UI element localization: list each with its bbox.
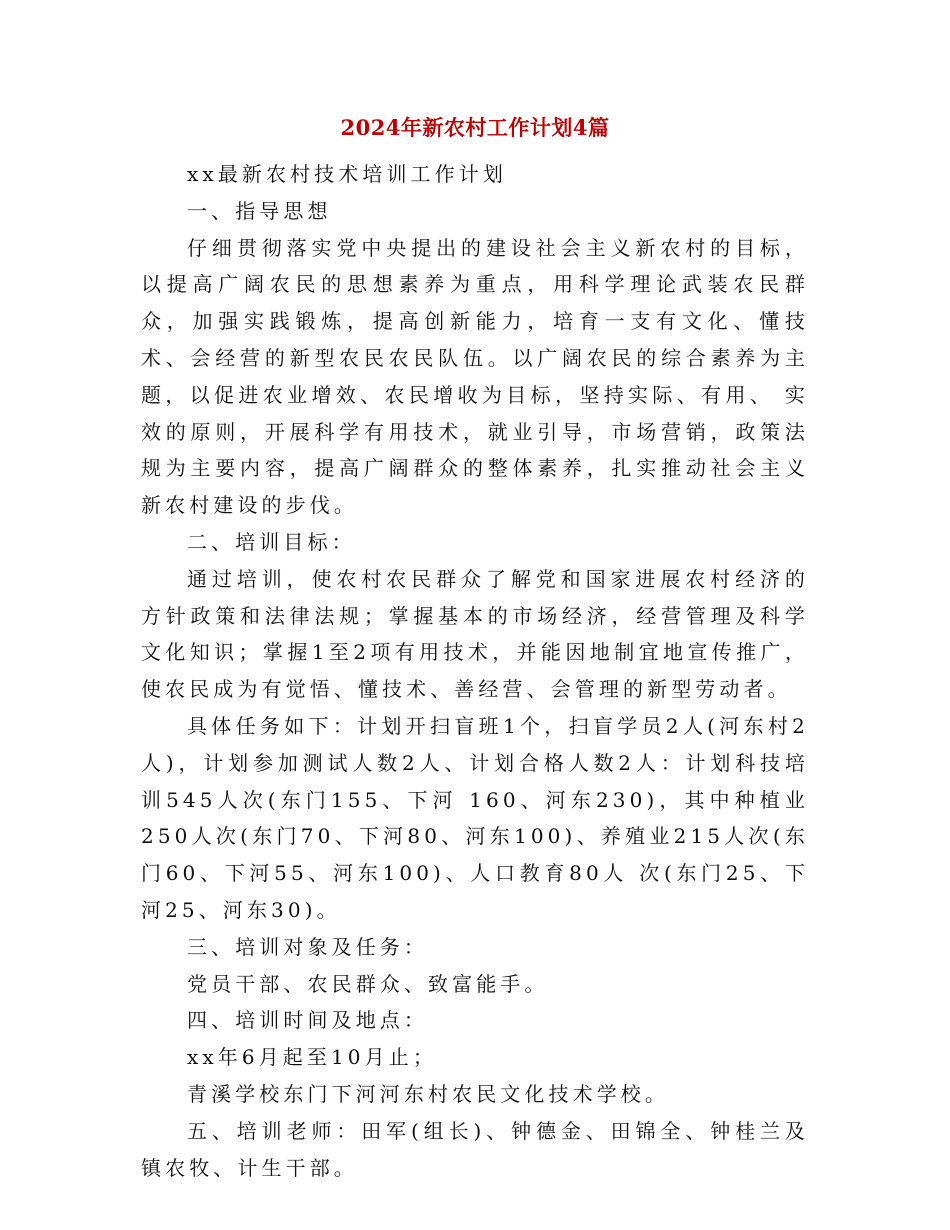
paragraph-place: 青溪学校东门下河河东村农民文化技术学校。 [187, 1081, 669, 1106]
document-body [141, 156, 809, 1186]
paragraph-heading-training-goals: 二、培训目标： [187, 529, 356, 554]
paragraph-heading-training-targets: 三、培训对象及任务： [187, 934, 428, 959]
paragraph-guiding-thought-body: 仔细贯彻落实党中央提出的建设社会主义新农村的目标，以提高广阔农民的思想素养为重点，用科学理论武装农民群众，加强实践锻炼，提高创新能力，培育一支有文化、懂技术、会经营的新型农民农民队伍。以广阔农民的综合素养为主题，以促进农业增效、农民增收为目标，坚持实际、有用、 实效的原则，开展科学有用技术，就业引导，市场营销，政策法规为主要内容，提高广阔群众的整体素养，扎实推动社会主义新农村建设的步伐。 [141, 235, 809, 518]
paragraph-heading-time-place: 四、培训时间及地点： [187, 1008, 428, 1033]
document-title: 2024年新农村工作计划4篇 [340, 115, 610, 140]
paragraph-teachers: 五、培训老师：田军(组长)、钟德金、田锦全、钟桂兰及镇农牧、计生干部。 [141, 1118, 809, 1180]
paragraph-training-goals-body: 通过培训，使农村农民群众了解党和国家进展农村经济的方针政策和法律法规；掌握基本的市场经济，经营管理及科学文化知识；掌握1至2项有用技术，并能因地制宜地宣传推广，使农民成为有觉悟、懂技术、善经营、会管理的新型劳动者。 [141, 566, 809, 702]
paragraph-specific-tasks: 具体任务如下：计划开扫盲班1个，扫盲学员2人(河东村2人)，计划参加测试人数2人、计划合格人数2人：计划科技培训545人次(东门155、下河 160、河东230)，其中种植业250人次(东门70、下河80、河东100)、养殖业215人次(东门60、下河55、河东100)、人口教育80人 次(东门25、下河25、河东30)。 [141, 713, 809, 922]
paragraph-training-targets-body: 党员干部、农民群众、致富能手。 [187, 971, 549, 996]
paragraph-heading-guiding-thought: 一、指导思想 [187, 198, 332, 223]
paragraph-subtitle: xx最新农村技术培训工作计划 [187, 162, 507, 186]
paragraph-time: xx年6月起至10月止； [187, 1045, 437, 1070]
